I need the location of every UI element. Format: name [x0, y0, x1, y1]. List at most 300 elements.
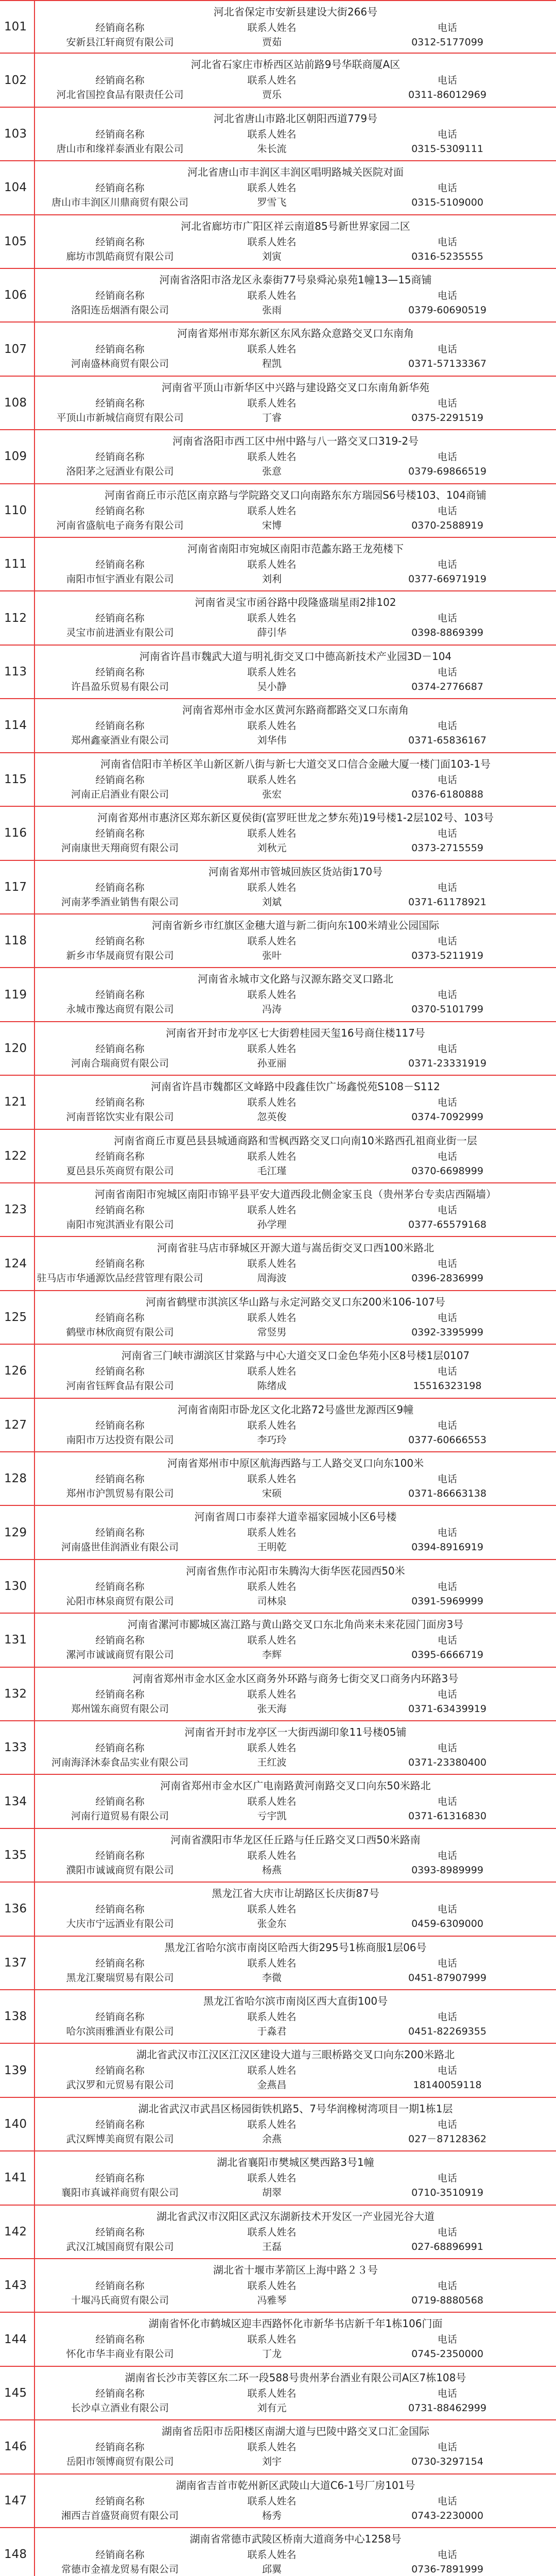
entry-value-row	[35, 948, 556, 963]
contact-name: 王明乾	[257, 1541, 287, 1553]
phone-number: 0371-65836167	[408, 735, 486, 747]
contact-name: 丁睿	[262, 412, 282, 423]
entry-address: 湖北省武汉市武昌区杨园街铁机路5、7号华润橡树湾项目一期1栋1层	[138, 2102, 453, 2115]
entry-value-row	[35, 2454, 556, 2469]
dealer-name: 黑龙江聚瑞贸易有限公司	[66, 1972, 174, 1984]
entry-header-row	[35, 2548, 556, 2562]
contact-header: 联系人姓名	[247, 451, 297, 463]
contact-name: 孙学理	[257, 1218, 287, 1230]
entry-number: 106	[4, 289, 27, 302]
phone-header: 电话	[437, 182, 457, 194]
entry-content	[35, 1237, 556, 1290]
contact-header: 联系人姓名	[247, 1742, 297, 1754]
dealer-name: 唐山市和缘祥泰酒业有限公司	[56, 143, 184, 155]
entry-value-row	[35, 411, 556, 425]
phone-header: 电话	[437, 1150, 457, 1162]
contact-header: 联系人姓名	[247, 1527, 297, 1539]
contact-name: 王磊	[262, 2241, 282, 2252]
contact-header: 联系人姓名	[247, 613, 297, 624]
dealer-name: 河南省钰辉食品有限公司	[66, 1380, 174, 1392]
entry-value-row	[35, 195, 556, 210]
dealer-name: 河南省盛航电子商务有限公司	[56, 519, 184, 531]
entry-content	[35, 1560, 556, 1613]
contact-name: 程凯	[262, 358, 282, 370]
entry-content	[35, 377, 556, 429]
entry-number: 140	[4, 2117, 27, 2131]
phone-header: 电话	[437, 2173, 457, 2184]
dealer-entry	[0, 2313, 556, 2366]
dealer-header: 经销商名称	[95, 2495, 145, 2507]
entry-header-row	[35, 1418, 556, 1433]
dealer-header: 经销商名称	[95, 1204, 145, 1216]
contact-name: 丁龙	[262, 2348, 282, 2360]
dealer-name: 长沙卓立酒业有限公司	[71, 2402, 169, 2414]
entry-address: 湖北省十堰市茅箭区上海中路２３号	[213, 2264, 378, 2277]
contact-header: 联系人姓名	[247, 2065, 297, 2077]
entry-value-row	[35, 1002, 556, 1016]
dealer-entry	[0, 2528, 556, 2576]
dealer-header: 经销商名称	[95, 2549, 145, 2561]
entry-value-row	[35, 357, 556, 371]
dealer-entry	[0, 591, 556, 645]
entry-header-row	[35, 773, 556, 787]
entry-address: 河北省保定市安新县建设大街266号	[213, 6, 378, 18]
contact-header: 联系人姓名	[247, 1473, 297, 1485]
entry-number: 101	[4, 20, 27, 34]
phone-header: 电话	[437, 1366, 457, 1378]
dealer-name: 漯河市诚诚商贸有限公司	[66, 1649, 174, 1661]
entry-content	[35, 646, 556, 698]
entry-content	[35, 968, 556, 1021]
entry-content	[35, 2044, 556, 2096]
entry-value-row	[35, 1755, 556, 1770]
entry-header-row	[35, 396, 556, 411]
contact-name: 刘寅	[262, 250, 282, 262]
entry-number: 111	[4, 557, 27, 571]
dealer-entry	[0, 538, 556, 591]
entry-header-row	[35, 2010, 556, 2024]
contact-header: 联系人姓名	[247, 290, 297, 302]
entry-content	[35, 807, 556, 859]
entry-content	[35, 861, 556, 913]
phone-header: 电话	[437, 290, 457, 302]
phone-header: 电话	[437, 1957, 457, 1969]
contact-name: 于淼君	[257, 2026, 287, 2038]
dealer-entry	[0, 1721, 556, 1775]
dealer-header: 经销商名称	[95, 1796, 145, 1808]
entry-number: 148	[4, 2548, 27, 2562]
entry-number: 142	[4, 2225, 27, 2239]
dealer-header: 经销商名称	[95, 1419, 145, 1431]
entry-content	[35, 54, 556, 106]
phone-number: 0312-5177099	[411, 37, 483, 48]
phone-header: 电话	[437, 2226, 457, 2238]
entry-header-row	[35, 988, 556, 1002]
dealer-entry	[0, 0, 556, 54]
contact-name: 王红波	[257, 1757, 287, 1768]
entry-address: 河南省新乡市红旗区金穗大道与新二街向东100米靖业公园国际	[151, 919, 440, 931]
phone-header: 电话	[437, 1688, 457, 1700]
entry-address: 河南省信阳市羊桥区羊山新区新八街与新七大道交叉口信合金融大厦一楼门面103-1号	[100, 757, 491, 770]
contact-name: 杨秀	[262, 2510, 282, 2521]
entry-number: 108	[4, 396, 27, 410]
entry-address: 河南省平顶山市新华区中兴路与建设路交叉口东南角新华苑	[162, 381, 429, 394]
dealer-header: 经销商名称	[95, 828, 145, 840]
entry-content	[35, 1668, 556, 1720]
dealer-header: 经销商名称	[95, 559, 145, 571]
entry-content	[35, 1291, 556, 1344]
entry-value-row	[35, 625, 556, 640]
entry-header-row	[35, 2440, 556, 2454]
dealer-entry	[0, 2420, 556, 2474]
contact-name: 朱长流	[257, 143, 287, 155]
phone-header: 电话	[437, 2334, 457, 2346]
entry-address: 湖南省岳阳市岳阳楼区南湖大道与巴陵中路交叉口汇金国际	[162, 2425, 429, 2438]
dealer-name: 郑州馐东商贸有限公司	[71, 1703, 169, 1715]
phone-header: 电话	[437, 22, 457, 33]
entry-number: 147	[4, 2494, 27, 2507]
phone-number: 0371-23331919	[408, 1057, 486, 1069]
dealer-header: 经销商名称	[95, 75, 145, 87]
entry-value-row	[35, 142, 556, 156]
dealer-name: 沁阳市林泉商贸有限公司	[66, 1595, 174, 1607]
entry-header-row	[35, 1364, 556, 1379]
entry-content	[35, 591, 556, 644]
entry-address: 河南省郑州市金水区广电南路黄河南路交叉口向东50米路北	[160, 1780, 431, 1792]
phone-number: 0370-6698999	[411, 1165, 483, 1177]
dealer-name: 洛阳连岳烟酒有限公司	[71, 304, 169, 316]
entry-address: 河南省焦作市沁阳市朱腾沟大街华医花园西50米	[186, 1564, 405, 1577]
phone-header: 电话	[437, 2442, 457, 2453]
entry-number: 130	[4, 1579, 27, 1593]
entry-value-row	[35, 249, 556, 264]
entry-number: 146	[4, 2440, 27, 2454]
contact-name: 张叶	[262, 950, 282, 961]
entry-address: 河南省永城市文化路与汉源东路交叉口路北	[198, 973, 393, 986]
entry-value-row	[35, 2347, 556, 2361]
entry-address: 河南省洛阳市洛龙区永泰街77号泉舜沁泉苑1幢13—15商铺	[159, 274, 432, 286]
entry-content	[35, 699, 556, 752]
dealer-entry	[0, 1183, 556, 1237]
phone-number: 0373-2715559	[411, 842, 483, 854]
dealer-entry	[0, 1937, 556, 1990]
phone-number: 0736-7891999	[411, 2564, 483, 2575]
phone-number: 0394-8916919	[411, 1541, 483, 1553]
dealer-entry	[0, 1668, 556, 1721]
phone-header: 电话	[437, 882, 457, 893]
entry-number: 138	[4, 2010, 27, 2024]
entry-number: 112	[4, 611, 27, 625]
phone-header: 电话	[437, 2495, 457, 2507]
entry-content	[35, 1937, 556, 1989]
entry-address: 河南省漯河市郾城区嵩江路与黄山路交叉口东北角尚来未来花园门面房3号	[127, 1618, 464, 1631]
entry-address: 河南省郑州市金水区金水区商务外环路与商务七街交叉口商务内环路3号	[132, 1672, 459, 1685]
dealer-header: 经销商名称	[95, 2065, 145, 2077]
dealer-name: 河南合瑞商贸有限公司	[71, 1057, 169, 1069]
dealer-header: 经销商名称	[95, 505, 145, 517]
dealer-header: 经销商名称	[95, 2442, 145, 2453]
dealer-header: 经销商名称	[95, 128, 145, 140]
phone-header: 电话	[437, 1097, 457, 1109]
contact-name: 罗雪飞	[257, 197, 287, 209]
dealer-header: 经销商名称	[95, 882, 145, 893]
phone-number: 0375-2291519	[411, 412, 483, 423]
entry-number: 114	[4, 719, 27, 733]
entry-header-row	[35, 934, 556, 948]
contact-header: 联系人姓名	[247, 1097, 297, 1109]
entry-value-row	[35, 88, 556, 102]
phone-number: 18140059118	[413, 2079, 482, 2091]
dealer-entry	[0, 1130, 556, 1183]
entry-content	[35, 323, 556, 375]
dealer-entry	[0, 377, 556, 430]
entry-header-row	[35, 2171, 556, 2185]
entry-value-row	[35, 2401, 556, 2415]
dealer-name: 南阳市宛淇酒业有限公司	[66, 1218, 174, 1230]
phone-number: 0451-87907999	[408, 1972, 486, 1984]
dealer-entry	[0, 1452, 556, 1506]
entry-number: 144	[4, 2332, 27, 2346]
phone-header: 电话	[437, 397, 457, 409]
dealer-name: 襄阳市真诚祥商贸有限公司	[61, 2187, 179, 2199]
dealer-name: 怀化市华丰商业有限公司	[66, 2348, 174, 2360]
entry-address: 湖南省怀化市鹤城区迎丰西路怀化市新华书店新千年1栋106门面	[148, 2317, 443, 2330]
dealer-name: 河南行道贸易有限公司	[71, 1810, 169, 1822]
dealer-name: 河南晋铭饮实业有限公司	[66, 1111, 174, 1123]
entry-address: 河北省石家庄市桥西区站前路9号华联商厦A区	[190, 58, 401, 71]
entry-address: 河南省周口市泰祥大道幸福家园城小区6号楼	[194, 1511, 397, 1523]
dealer-entry	[0, 914, 556, 968]
phone-number: 0745-2350000	[411, 2348, 483, 2360]
entry-value-row	[35, 35, 556, 49]
phone-header: 电话	[437, 935, 457, 947]
dealer-header: 经销商名称	[95, 1366, 145, 1378]
entry-number: 102	[4, 73, 27, 87]
contact-name: 薛引华	[257, 627, 287, 639]
entry-value-row	[35, 1217, 556, 1232]
dealer-header: 经销商名称	[95, 2334, 145, 2346]
dealer-name: 永城市豫达商贸有限公司	[66, 1004, 174, 1015]
entry-number: 141	[4, 2171, 27, 2185]
entry-header-row	[35, 1149, 556, 1164]
phone-number: 0370-2588919	[411, 519, 483, 531]
entry-address: 河北省唐山市路北区朝阳西道779号	[213, 112, 378, 125]
dealer-header: 经销商名称	[95, 397, 145, 409]
entry-content	[35, 1022, 556, 1075]
contact-header: 联系人姓名	[247, 2011, 297, 2023]
phone-header: 电话	[437, 559, 457, 571]
phone-number: 0396-2836999	[411, 1273, 483, 1284]
entry-number: 117	[4, 880, 27, 894]
entry-header-row	[35, 2332, 556, 2347]
contact-header: 联系人姓名	[247, 989, 297, 1001]
dealer-entry	[0, 1291, 556, 1345]
entry-header-row	[35, 73, 556, 88]
dealer-header: 经销商名称	[95, 2280, 145, 2292]
dealer-name: 哈尔滨雨雅酒业有限公司	[66, 2026, 174, 2038]
dealer-name: 南阳市恒宇酒业有限公司	[66, 573, 174, 585]
entry-address: 河南省郑州市金水区黄河东路商都路交叉口东南角	[182, 704, 409, 717]
phone-number: 0315-5109000	[411, 197, 483, 209]
phone-number: 0377-66971919	[408, 573, 486, 585]
dealer-name: 郑州市沪凯贸易有限公司	[66, 1487, 174, 1499]
entry-number: 119	[4, 988, 27, 1002]
dealer-name: 湘西吉首盛贤商贸有限公司	[61, 2510, 179, 2521]
entry-number: 145	[4, 2386, 27, 2400]
dealer-header: 经销商名称	[95, 1258, 145, 1270]
phone-number: 0393-8989999	[411, 1864, 483, 1876]
dealer-entry	[0, 807, 556, 860]
contact-name: 冯雅琴	[257, 2295, 287, 2307]
entry-value-row	[35, 464, 556, 479]
entry-content	[35, 1130, 556, 1182]
phone-header: 电话	[437, 1473, 457, 1485]
entry-value-row	[35, 733, 556, 748]
dealer-name: 夏邑县乐英商贸有限公司	[66, 1165, 174, 1177]
contact-header: 联系人姓名	[247, 559, 297, 571]
dealer-entry	[0, 2475, 556, 2528]
dealer-header: 经销商名称	[95, 344, 145, 355]
entry-value-row	[35, 1540, 556, 1554]
phone-header: 电话	[437, 236, 457, 248]
dealer-entry	[0, 1883, 556, 1936]
dealer-header: 经销商名称	[95, 1850, 145, 1861]
dealer-header: 经销商名称	[95, 1043, 145, 1055]
entry-header-row	[35, 21, 556, 35]
entry-number: 126	[4, 1364, 27, 1378]
dealer-entry	[0, 1237, 556, 1291]
dealer-entry	[0, 753, 556, 807]
dealer-entry	[0, 1560, 556, 1614]
entry-value-row	[35, 1379, 556, 1393]
entry-address: 湖北省武汉市汉阳区武汉东湖新技术开发区一产业园光谷大道	[157, 2210, 435, 2223]
contact-header: 联系人姓名	[247, 1581, 297, 1592]
contact-name: 陈绪成	[257, 1380, 287, 1392]
entry-number: 107	[4, 342, 27, 356]
entry-header-row	[35, 880, 556, 895]
phone-header: 电话	[437, 613, 457, 624]
dealer-name: 灵宝市前进酒业有限公司	[66, 627, 174, 639]
entry-address: 黑龙江省大庆市让胡路区长庆街87号	[212, 1887, 379, 1900]
entry-number: 120	[4, 1041, 27, 1055]
entry-address: 河南省南阳市宛城区南阳市范蠡东路王龙苑楼下	[187, 543, 404, 555]
entry-value-row	[35, 2562, 556, 2576]
entry-content	[35, 108, 556, 160]
dealer-entry	[0, 1345, 556, 1398]
entry-header-row	[35, 1580, 556, 1594]
entry-number: 128	[4, 1472, 27, 1486]
phone-number: 0315-5309111	[411, 143, 483, 155]
contact-header: 联系人姓名	[247, 2387, 297, 2399]
entry-value-row	[35, 2185, 556, 2200]
entry-header-row	[35, 1741, 556, 1755]
entry-value-row	[35, 841, 556, 855]
phone-number: 0371-63439919	[408, 1703, 486, 1715]
entry-header-row	[35, 1902, 556, 1917]
dealer-entry	[0, 1614, 556, 1667]
phone-header: 电话	[437, 1635, 457, 1647]
dealer-name: 武汉辉博美商贸有限公司	[66, 2133, 174, 2145]
entry-value-row	[35, 2078, 556, 2092]
contact-name: 李巧玲	[257, 1434, 287, 1446]
dealer-name: 许昌盈乐贸易有限公司	[71, 681, 169, 692]
entry-value-row	[35, 1863, 556, 1877]
entry-header-row	[35, 719, 556, 733]
entry-content	[35, 538, 556, 590]
dealer-entry	[0, 1990, 556, 2044]
contact-header: 联系人姓名	[247, 182, 297, 194]
dealer-header: 经销商名称	[95, 1473, 145, 1485]
entry-address: 河南省开封市龙亭区七大街碧桂园天玺16号商住楼117号	[166, 1026, 425, 1039]
entry-value-row	[35, 1648, 556, 1662]
dealer-name: 驻马店市华通源饮品经营管理有限公司	[37, 1273, 203, 1284]
entry-header-row	[35, 1311, 556, 1325]
phone-number: 0710-3510919	[411, 2187, 483, 2199]
dealer-entry	[0, 161, 556, 215]
entry-address: 湖南省常德市武陵区桥南大道商务中心1258号	[189, 2533, 402, 2546]
dealer-header: 经销商名称	[95, 935, 145, 947]
contact-name: 周海波	[257, 1273, 287, 1284]
phone-number: 0377-60666553	[408, 1434, 486, 1446]
entry-content	[35, 1990, 556, 2043]
entry-content	[35, 1183, 556, 1236]
dealer-name: 廊坊市凯皓商贸有限公司	[66, 250, 174, 262]
contact-name: 张宏	[262, 788, 282, 800]
contact-name: 常竖男	[257, 1326, 287, 1338]
phone-header: 电话	[437, 1742, 457, 1754]
contact-header: 联系人姓名	[247, 505, 297, 517]
phone-number: 0371-23380400	[408, 1757, 486, 1768]
entry-value-row	[35, 1164, 556, 1178]
contact-name: 李微	[262, 1972, 282, 1984]
contact-header: 联系人姓名	[247, 774, 297, 786]
contact-header: 联系人姓名	[247, 935, 297, 947]
dealer-entry	[0, 215, 556, 269]
contact-header: 联系人姓名	[247, 344, 297, 355]
phone-number: 0379-60690519	[408, 304, 486, 316]
phone-number: 0374-7092999	[411, 1111, 483, 1123]
entry-content	[35, 1883, 556, 1935]
phone-header: 电话	[437, 2387, 457, 2399]
entry-content	[35, 215, 556, 268]
entry-number: 122	[4, 1149, 27, 1163]
phone-number: 0371-61316830	[408, 1810, 486, 1822]
phone-header: 电话	[437, 666, 457, 678]
entry-number: 116	[4, 826, 27, 840]
dealer-entry	[0, 1399, 556, 1452]
dealer-name: 河南康世天翔商贸有限公司	[61, 842, 179, 854]
entry-content	[35, 1076, 556, 1128]
entry-number: 137	[4, 1956, 27, 1970]
entry-number: 136	[4, 1902, 27, 1916]
entry-address: 河南省郑州市郑东新区东风东路众意路交叉口东南角	[177, 327, 414, 340]
entry-header-row	[35, 235, 556, 249]
phone-number: 0371-86663138	[408, 1487, 486, 1499]
entry-header-row	[35, 557, 556, 572]
entry-value-row	[35, 1809, 556, 1823]
entry-address: 河南省南阳市宛城区南阳市锦平县平安大道西段北侧金家玉良（贵州茅台专卖店西隔墙）	[95, 1188, 496, 1200]
entry-number: 110	[4, 503, 27, 517]
dealer-entry	[0, 861, 556, 914]
entry-header-row	[35, 2225, 556, 2240]
contact-name: 杨燕	[262, 1864, 282, 1876]
contact-header: 联系人姓名	[247, 397, 297, 409]
contact-name: 司林泉	[257, 1595, 287, 1607]
contact-name: 亏宇凯	[257, 1810, 287, 1822]
dealer-entry	[0, 108, 556, 161]
entry-number: 105	[4, 234, 27, 248]
contact-name: 金燕昌	[257, 2079, 287, 2091]
